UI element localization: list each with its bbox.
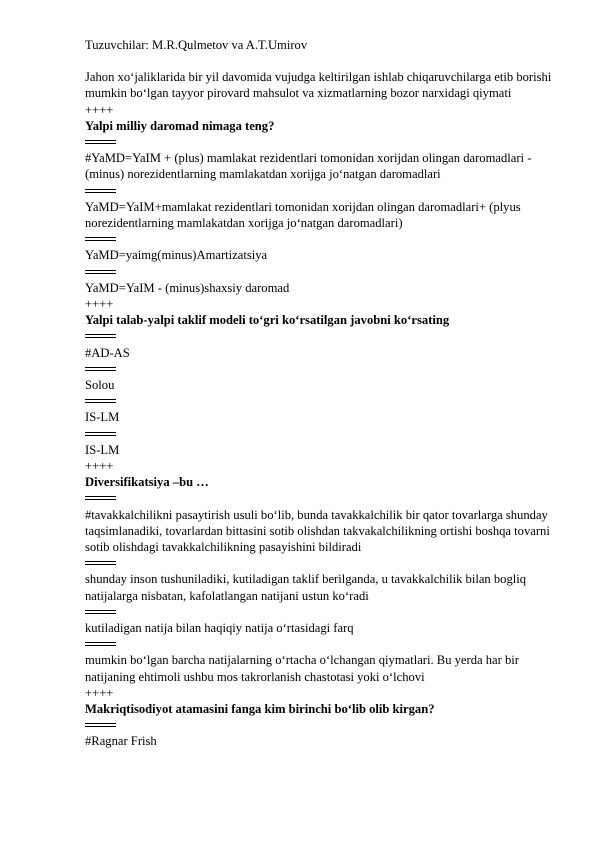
answer-separator <box>85 426 116 442</box>
answer-text: YaMD=YaIM - (minus)shaxsiy daromad <box>85 280 290 295</box>
answer-text: #AD-AS <box>85 345 130 360</box>
answer-separator <box>85 393 116 409</box>
question-delimiter: ++++ <box>85 458 114 473</box>
answer-text: YaMD=yaimg(minus)Amartizatsiya <box>85 248 268 263</box>
answer-text: shunday inson tushuniladiki, kutiladigan taklif berilganda, u tavakkalchilik bilan bogliq natijalarga nisbatan, kafolatlangan natijani ustun ko‘radi <box>85 572 527 603</box>
answer-text: IS-LM <box>85 410 120 425</box>
question-text: Yalpi talab-yalpi taklif modeli to‘gri ko‘rsatilgan javobni ko‘rsating <box>85 313 450 328</box>
answer-text: Solou <box>85 377 115 392</box>
question-text: Makriqtisodiyot atamasini fanga kim birinchi bo‘lib olib kirgan? <box>85 701 435 716</box>
answer-separator <box>85 636 116 652</box>
answer-separator <box>85 231 116 247</box>
answer-separator <box>85 264 116 280</box>
question-delimiter: ++++ <box>85 296 114 311</box>
answer-text: #Ragnar Frish <box>85 734 157 749</box>
question-delimiter: ++++ <box>85 102 114 117</box>
question-text: Yalpi milliy daromad nimaga teng? <box>85 118 275 133</box>
answer-separator <box>85 717 116 733</box>
answer-text: IS-LM <box>85 442 120 457</box>
answer-text: YaMD=YaIM+mamlakat rezidentlari tomonidan xorijdan olingan daromadlari+ (plyus norezidentlarning mamlakatdan xorijga jo‘natgan daromadlari) <box>85 199 521 230</box>
answer-separator <box>85 183 116 199</box>
answer-separator <box>85 134 116 150</box>
answer-separator <box>85 604 116 620</box>
answer-separator <box>85 490 116 506</box>
answer-text: #YaMD=YaIM + (plus) mamlakat rezidentlari tomonidan xorijdan olingan daromadlari - (minus) norezidentlarning mamlakatdan xorijga jo‘natgan daromadlari <box>85 151 532 182</box>
answer-text: #tavakkalchilikni pasaytirish usuli bo‘lib, bunda tavakkalchilik bir qator tovarlarga shunday taqsimlanadiki, tovarlardan bittasini sotib olishdan takvakalchilikning ortishi boshqa tovarni sotib olishdagi tavakkalchilikning pasayishini bildiradi <box>85 507 550 554</box>
question-delimiter: ++++ <box>85 685 114 700</box>
question-blocks <box>85 69 555 749</box>
answer-text: kutiladigan natija bilan haqiqiy natija o‘rtasidagi farq <box>85 620 354 635</box>
question-text: Diversifikatsiya –bu … <box>85 475 209 490</box>
answer-separator <box>85 361 116 377</box>
answer-separator <box>85 328 116 344</box>
answer-text: mumkin bo‘lgan barcha natijalarning o‘rtacha o‘lchangan qiymatlari. Bu yerda har bir natijaning ehtimoli ushbu mos takrorlanish chastotasi yoki o‘lchovi <box>85 653 519 684</box>
answer-text: Jahon xo‘jaliklarida bir yil davomida vujudga keltirilgan ishlab chiqaruvchilarga etib borishi mumkin bo‘lgan tayyor pirovard mahsulot va xizmatlarning bozor narxidagi qiymati <box>85 70 552 101</box>
document-page <box>85 37 555 750</box>
document-author: Tuzuvchilar: M.R.Qulmetov va A.T.Umirov <box>85 38 308 52</box>
answer-separator <box>85 555 116 571</box>
